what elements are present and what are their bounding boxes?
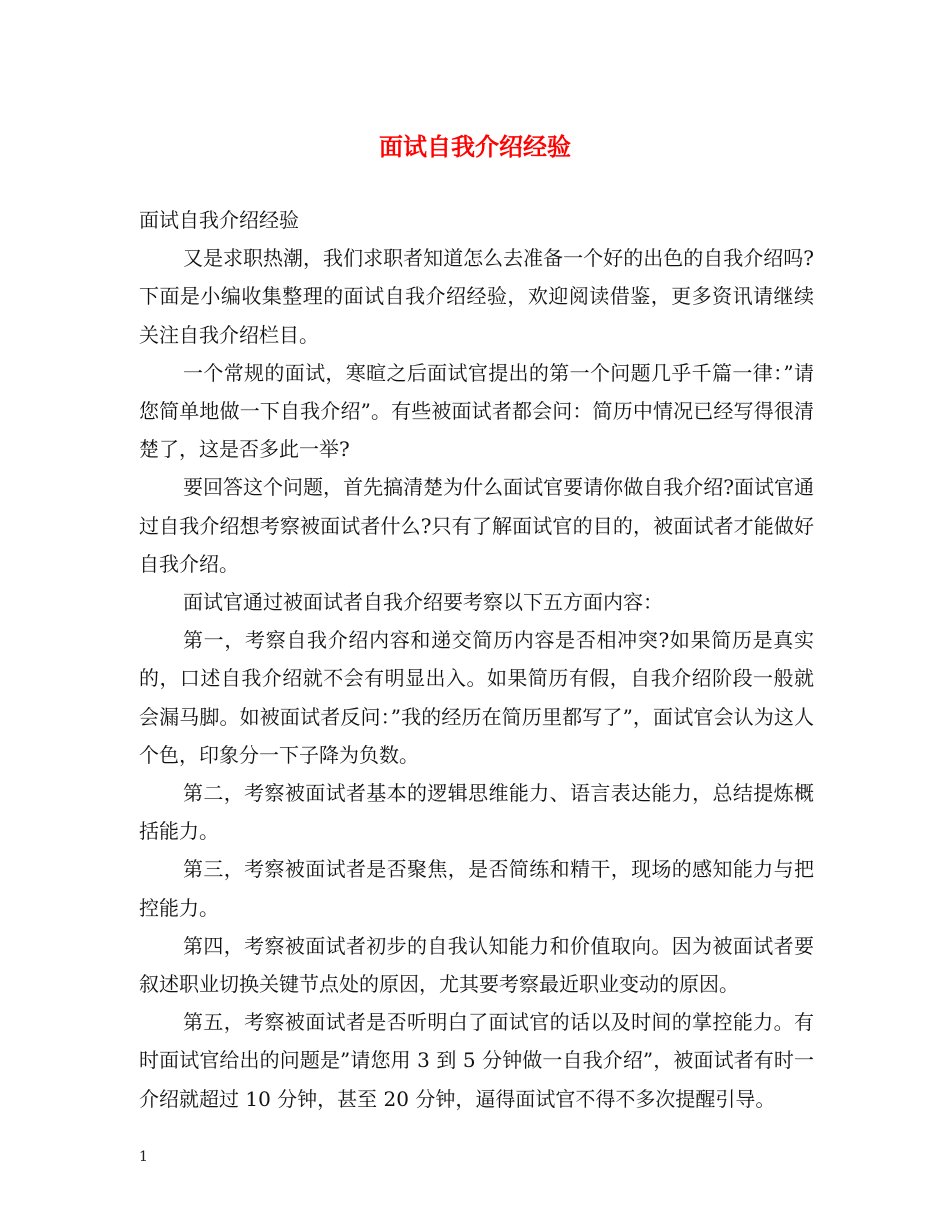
five-aspects-intro: 面试官通过被面试者自我介绍要考察以下五方面内容： [183,590,663,615]
question-paragraph: 一个常规的面试，寒暄之后面试官提出的第一个问题几乎千篇一律：”请您简单地做一下自我介绍”。有些被面试者都会问：简历中情况已经写得很清楚了，这是否多此一举? [139,360,814,462]
answer-paragraph: 要回答这个问题，首先搞清楚为什么面试官要请你做自我介绍?面试官通过自我介绍想考察被面试者什么?只有了解面试官的目的，被面试者才能做好自我介绍。 [139,475,814,576]
document-body [139,201,814,1118]
intro-paragraph: 又是求职热潮，我们求职者知道怎么去准备一个好的出色的自我介绍吗?下面是小编收集整理的面试自我介绍经验，欢迎阅读借鉴，更多资讯请继续关注自我介绍栏目。 [139,246,814,347]
aspect-three-paragraph: 第三，考察被面试者是否聚焦，是否简练和精干，现场的感知能力与把控能力。 [139,857,814,920]
page-number: 1 [139,1149,148,1165]
aspect-one-paragraph: 第一，考察自我介绍内容和递交简历内容是否相冲突?如果简历是真实的，口述自我介绍就不会有明显出入。如果简历有假，自我介绍阶段一般就会漏马脚。如被面试者反问：”我的经历在简历里都写了”，面试官会认为这人个色，印象分一下子降为负数。 [139,628,814,767]
aspect-four-paragraph: 第四，考察被面试者初步的自我认知能力和价值取向。因为被面试者要叙述职业切换关键节点处的原因，尤其要考察最近职业变动的原因。 [139,933,814,997]
aspect-five-paragraph: 第五，考察被面试者是否听明白了面试官的话以及时间的掌控能力。有时面试官给出的问题是”请您用 3 到 5 分钟做一自我介绍”，被面试者有时一介绍就超过 10 分钟，甚至 20 分钟，逼得面试官不得不多次提醒引导。 [139,1010,814,1111]
aspect-two-paragraph: 第二，考察被面试者基本的逻辑思维能力、语言表达能力，总结提炼概括能力。 [139,781,814,844]
section-heading: 面试自我介绍经验 [139,208,299,232]
document-title: 面试自我介绍经验 [379,132,571,161]
